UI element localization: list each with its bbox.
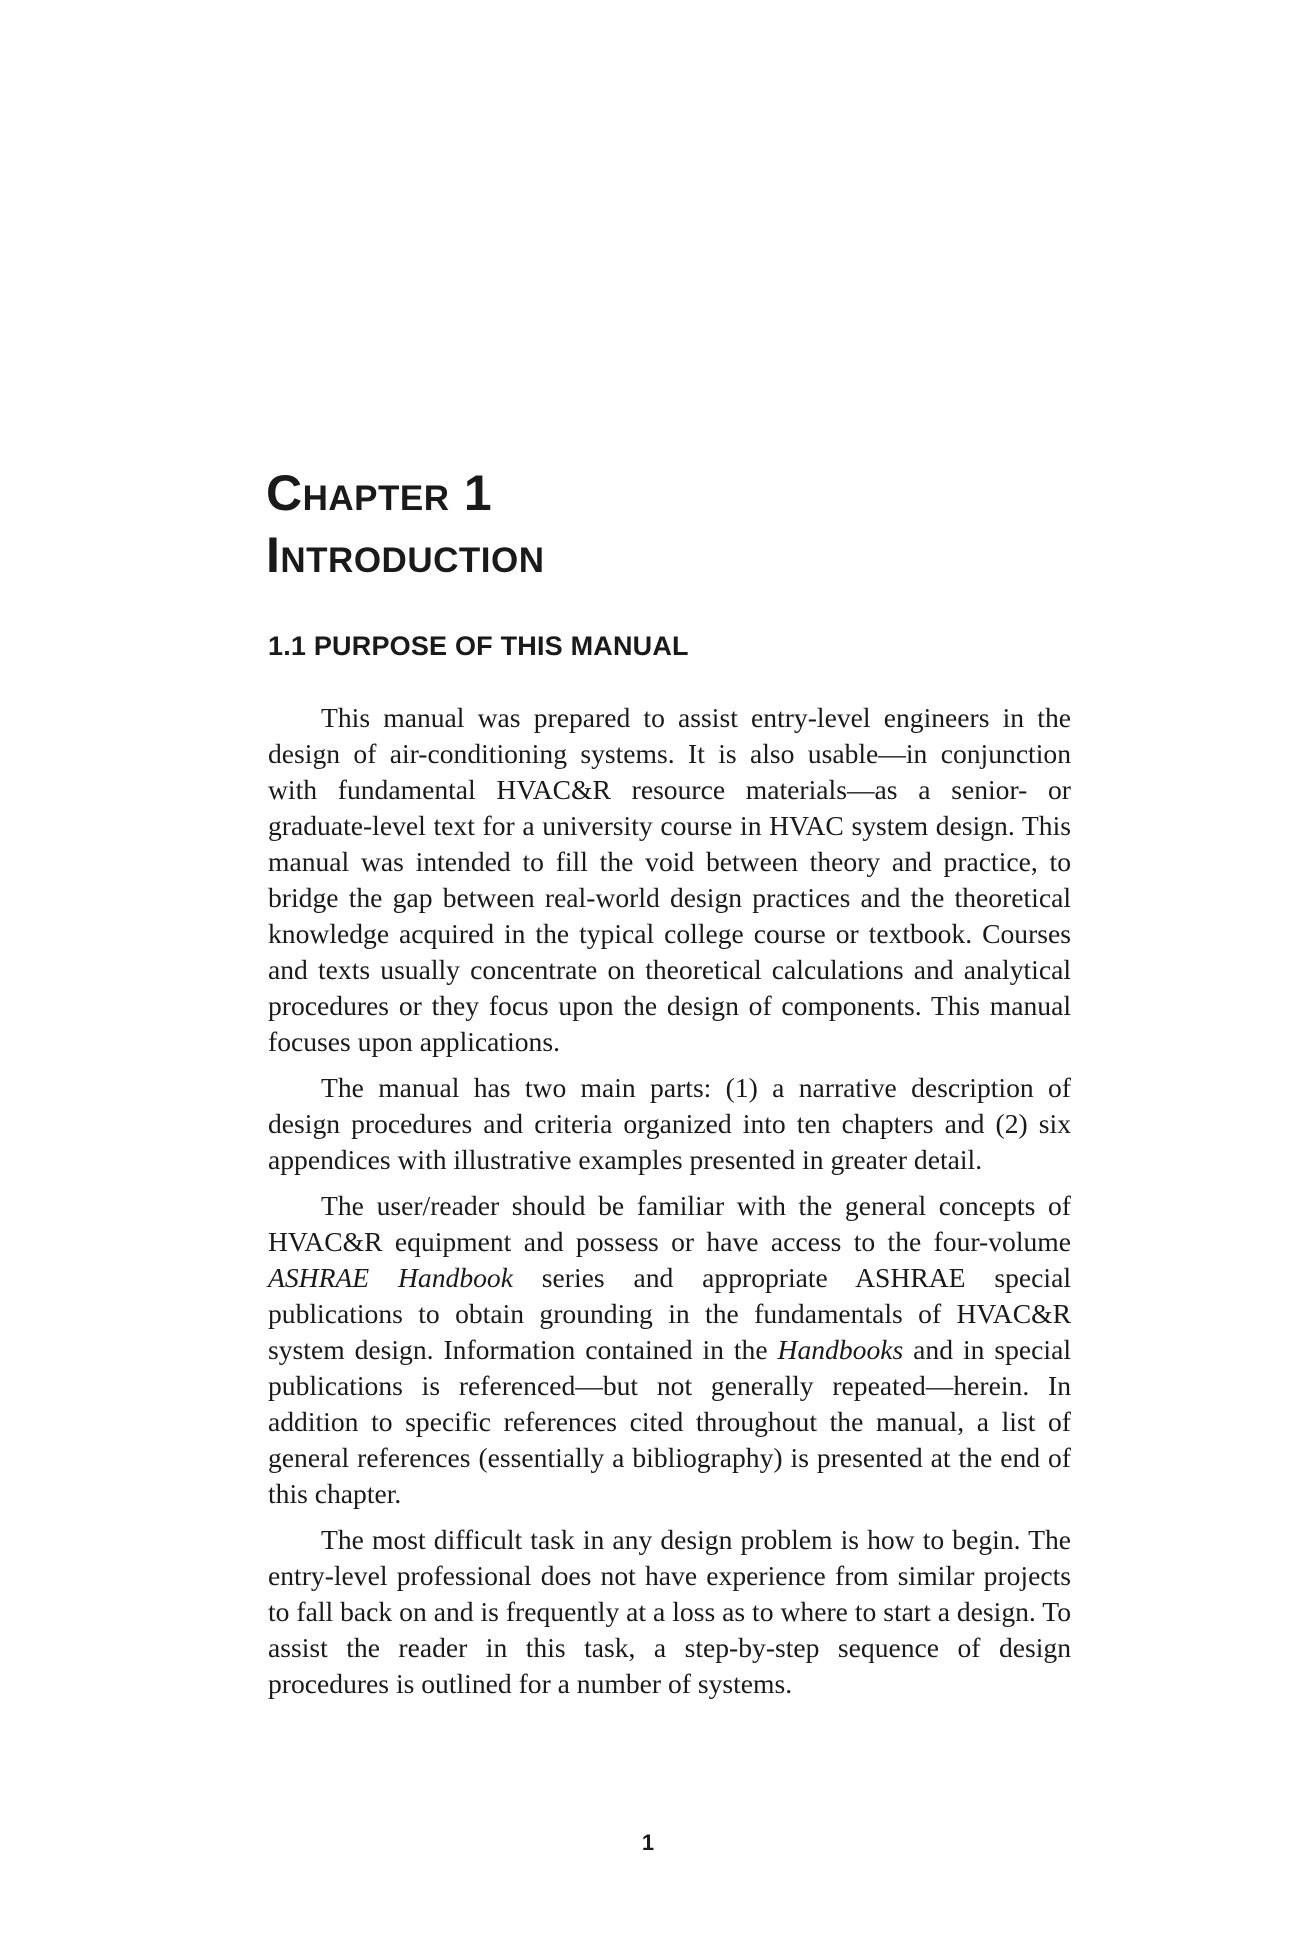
paragraph-1: This manual was prepared to assist entry-level engineers in the design of air-conditioning systems. It is also usable—in conjunction with fundamental HVAC&R resource materials—as a senior- or graduate-level text for a university course in HVAC system design. This manual was intended to fill the void between theory and practice, to bridge the gap between real-world design practices and the theoretical knowledge acquired in the typical college course or textbook. Courses and texts usually concentrate on theoretical calculations and analytical procedures or they focus upon the design of components. This manual focuses upon applications. xyxy=(268,702,1071,1057)
body-text xyxy=(268,700,1071,1712)
handbooks-title: Handbooks xyxy=(777,1334,904,1365)
paragraph-3-part-c: series and appropriate ASHRAE special publications to obtain grounding in the fundamentals of HVAC&R system design. Information contained in the xyxy=(268,1262,1071,1365)
chapter-number: Chapter 1 xyxy=(266,465,493,521)
chapter-title xyxy=(266,462,1066,586)
page-number: 1 xyxy=(641,1830,655,1855)
ashrae-handbook-title: ASHRAE Handbook xyxy=(268,1262,513,1293)
chapter-name: Introduction xyxy=(266,527,545,583)
paragraph-4: The most difficult task in any design problem is how to begin. The entry-level professional does not have experience from similar projects to fall back on and is frequently at a loss as to where to start a design. To assist the reader in this task, a step-by-step sequence of design procedures is outlined for a number of systems. xyxy=(268,1524,1071,1699)
section-heading: 1.1 PURPOSE OF THIS MANUAL xyxy=(268,631,689,661)
paragraph-2: The manual has two main parts: (1) a narrative description of design procedures and criteria organized into ten chapters and (2) six appendices with illustrative examples presented in greater detail. xyxy=(268,1072,1071,1175)
paragraph-3-part-e: and in special publications is referenced—but not generally repeated—herein. In addition to specific references cited throughout the manual, a list of general references (essentially a bibliography) is presented at the end of this chapter. xyxy=(268,1334,1071,1509)
paragraph-3 xyxy=(268,1188,1071,1512)
paragraph-3-part-a: The user/reader should be familiar with the general concepts of HVAC&R equipment and possess or have access to the four-volume xyxy=(268,1190,1071,1257)
